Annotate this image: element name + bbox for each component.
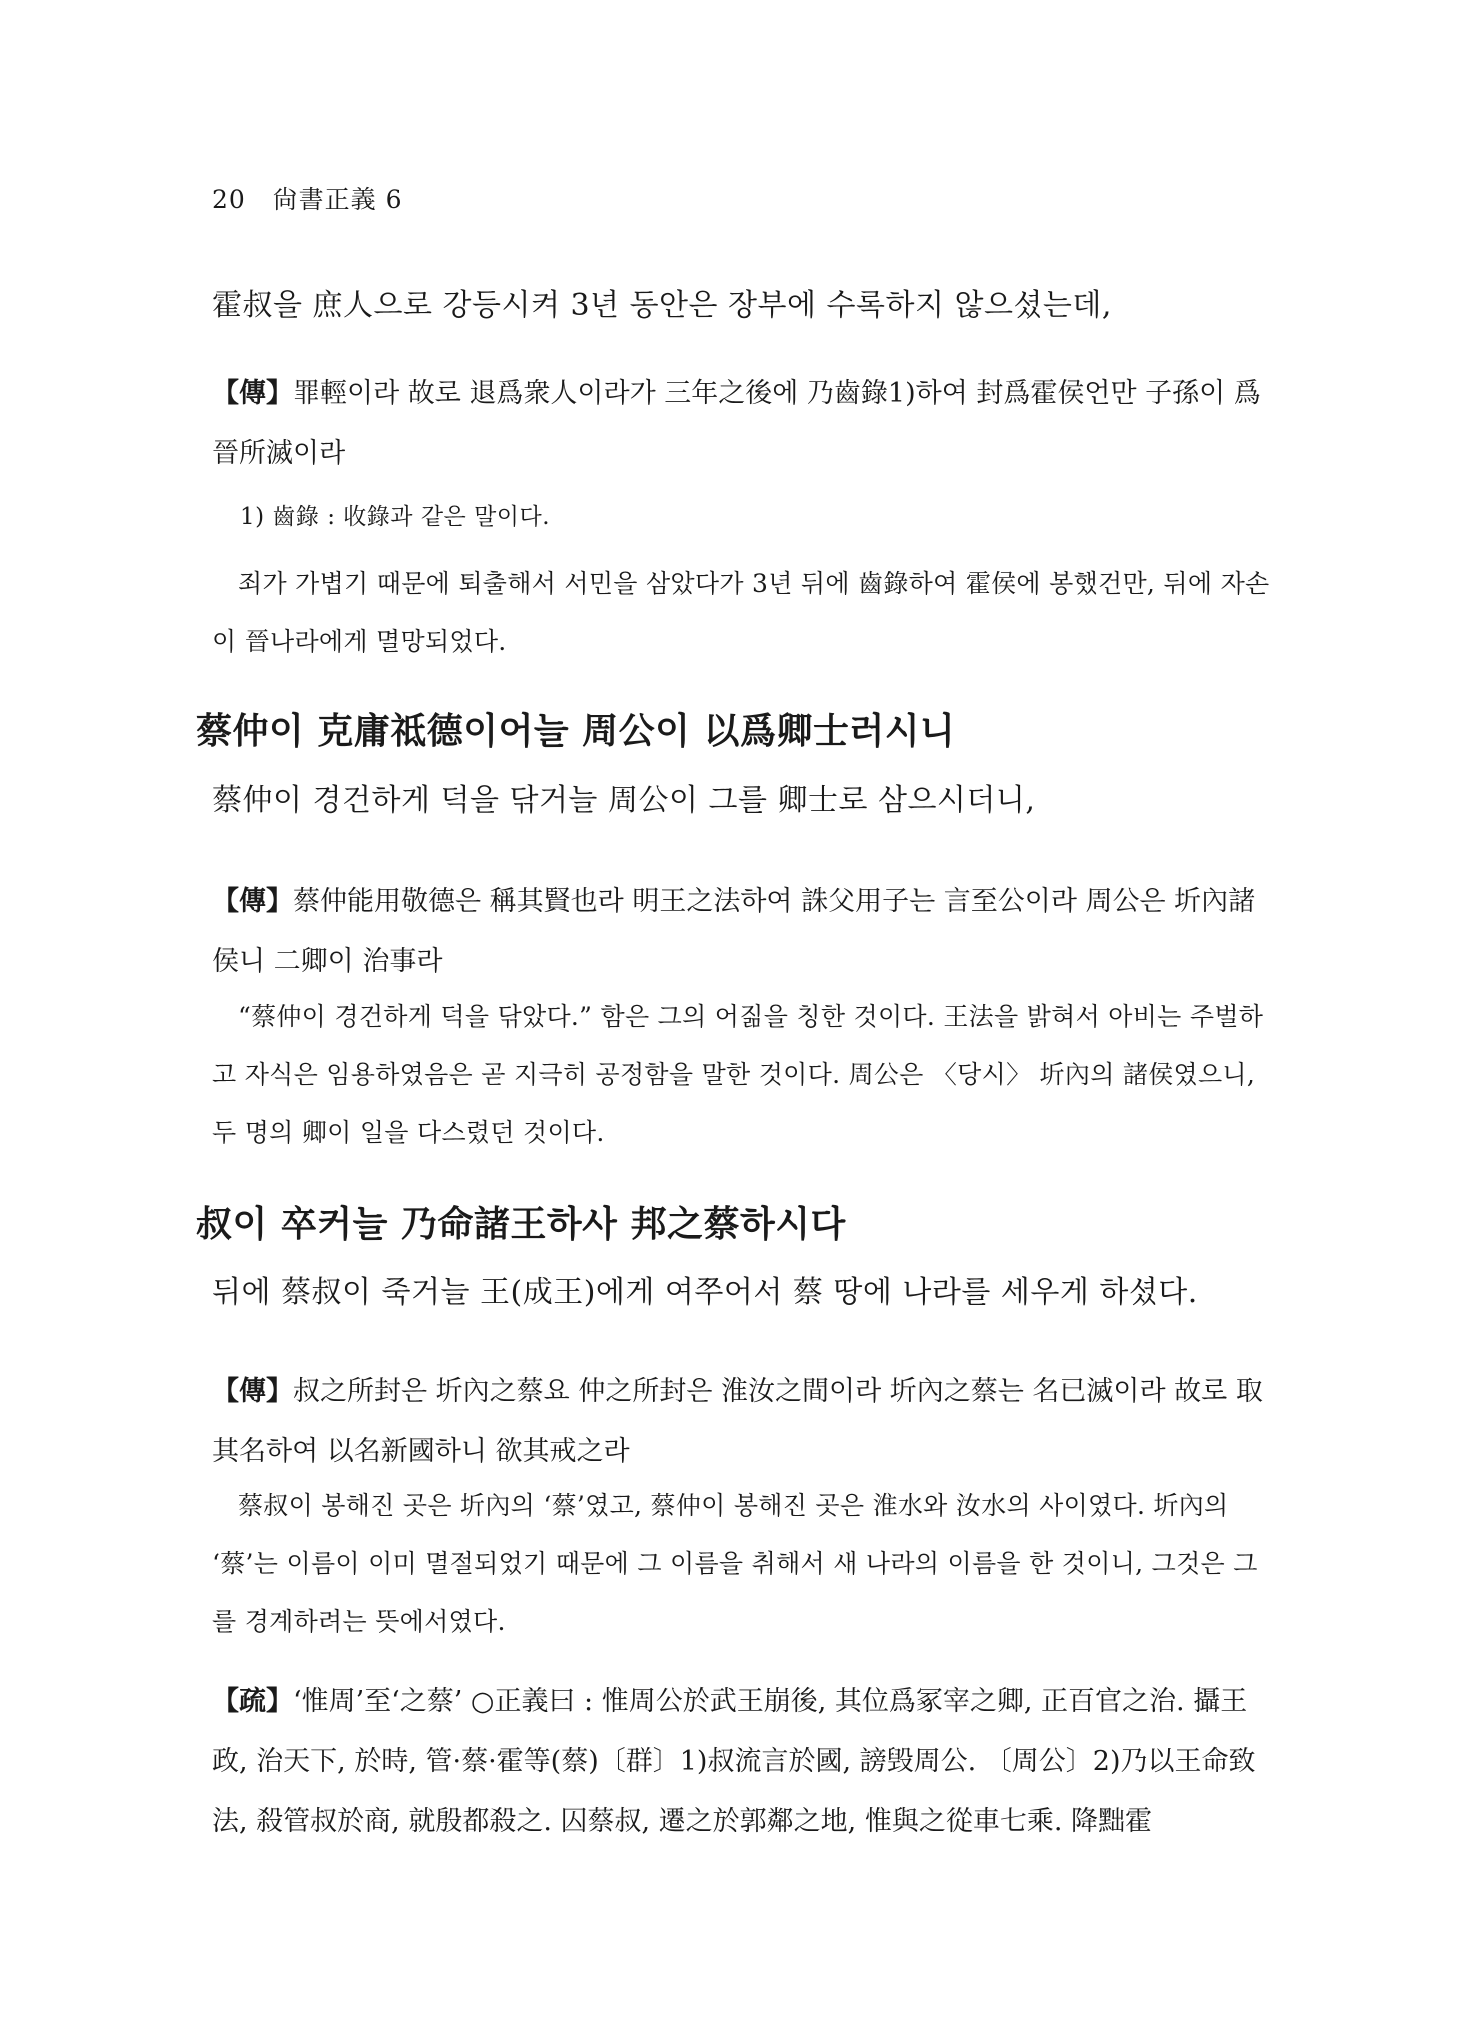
subcommentary-疏 <box>212 1672 1282 1852</box>
page-number: 20 <box>212 185 246 214</box>
translation-霍叔: 霍叔을 庶人으로 강등시켜 3년 동안은 장부에 수록하지 않으셨는데, <box>212 288 1112 323</box>
commentary-translation-1: 죄가 가볍기 때문에 퇴출해서 서민을 삼았다가 3년 뒤에 齒錄하여 霍侯에 봉했건만, 뒤에 자손이 晉나라에게 멸망되었다. <box>212 569 1270 656</box>
main-text-叔卒: 叔이 卒커늘 乃命諸王하사 邦之蔡하시다 <box>196 1203 846 1245</box>
commentary-text: 蔡仲能用敬德은 稱其賢也라 明王之法하여 誅父用子는 言至公이라 周公은 圻內諸侯니 二卿이 治事라 <box>212 886 1256 977</box>
running-header <box>212 180 1282 216</box>
commentary-傳-3 <box>212 1362 1282 1482</box>
commentary-translation-3: 蔡叔이 봉해진 곳은 圻內의 ‘蔡’였고, 蔡仲이 봉해진 곳은 淮水와 汝水의 사이였다. 圻內의 ‘蔡’는 이름이 이미 멸절되었기 때문에 그 이름을 취해서 새 나라의 이름을 한 것이니, 그것은 그를 경계하려는 뜻에서였다. <box>212 1491 1258 1636</box>
translation-蔡叔: 뒤에 蔡叔이 죽거늘 王(成王)에게 여쭈어서 蔡 땅에 나라를 세우게 하셨다. <box>212 1275 1198 1310</box>
book-title: 尙書正義 6 <box>272 185 403 214</box>
subcommentary-label: 【疏】 <box>212 1686 293 1717</box>
footnote-齒錄: 1) 齒錄 : 收錄과 같은 말이다. <box>240 504 551 530</box>
main-text-蔡仲: 蔡仲이 克庸祗德이어늘 周公이 以爲卿士러시니 <box>196 710 956 752</box>
commentary-text: 罪輕이라 故로 退爲衆人이라가 三年之後에 乃齒錄1)하여 封爲霍侯언만 子孫이 爲晉所滅이라 <box>212 378 1261 469</box>
commentary-label: 【傳】 <box>212 886 293 917</box>
commentary-translation-2: “蔡仲이 경건하게 덕을 닦았다.” 함은 그의 어짊을 칭한 것이다. 王法을 밝혀서 아비는 주벌하고 자식은 임용하였음은 곧 지극히 공정함을 말한 것이다. 周公은 〈당시〉 圻內의 諸侯였으니, 두 명의 卿이 일을 다스렸던 것이다. <box>212 1002 1264 1147</box>
commentary-text: 叔之所封은 圻內之蔡요 仲之所封은 淮汝之間이라 圻內之蔡는 名已滅이라 故로 取其名하여 以名新國하니 欲其戒之라 <box>212 1376 1263 1467</box>
translation-蔡仲: 蔡仲이 경건하게 덕을 닦거늘 周公이 그를 卿士로 삼으시더니, <box>212 783 1036 818</box>
commentary-label: 【傳】 <box>212 378 293 409</box>
subcommentary-text: ‘惟周’至‘之蔡’ ○正義曰 : 惟周公於武王崩後, 其位爲冢宰之卿, 正百官之治. 攝王政, 治天下, 於時, 管·蔡·霍等(蔡)〔群〕1)叔流言於國, 謗毁周公. 〔周公〕2)乃以王命致法, 殺管叔於商, 就殷都殺之. 囚蔡叔, 遷之於郭鄰之地, 惟與之從車七乘. 降黜霍 <box>212 1686 1256 1837</box>
commentary-label: 【傳】 <box>212 1376 293 1407</box>
commentary-傳-2 <box>212 872 1282 992</box>
commentary-傳-1 <box>212 364 1282 484</box>
